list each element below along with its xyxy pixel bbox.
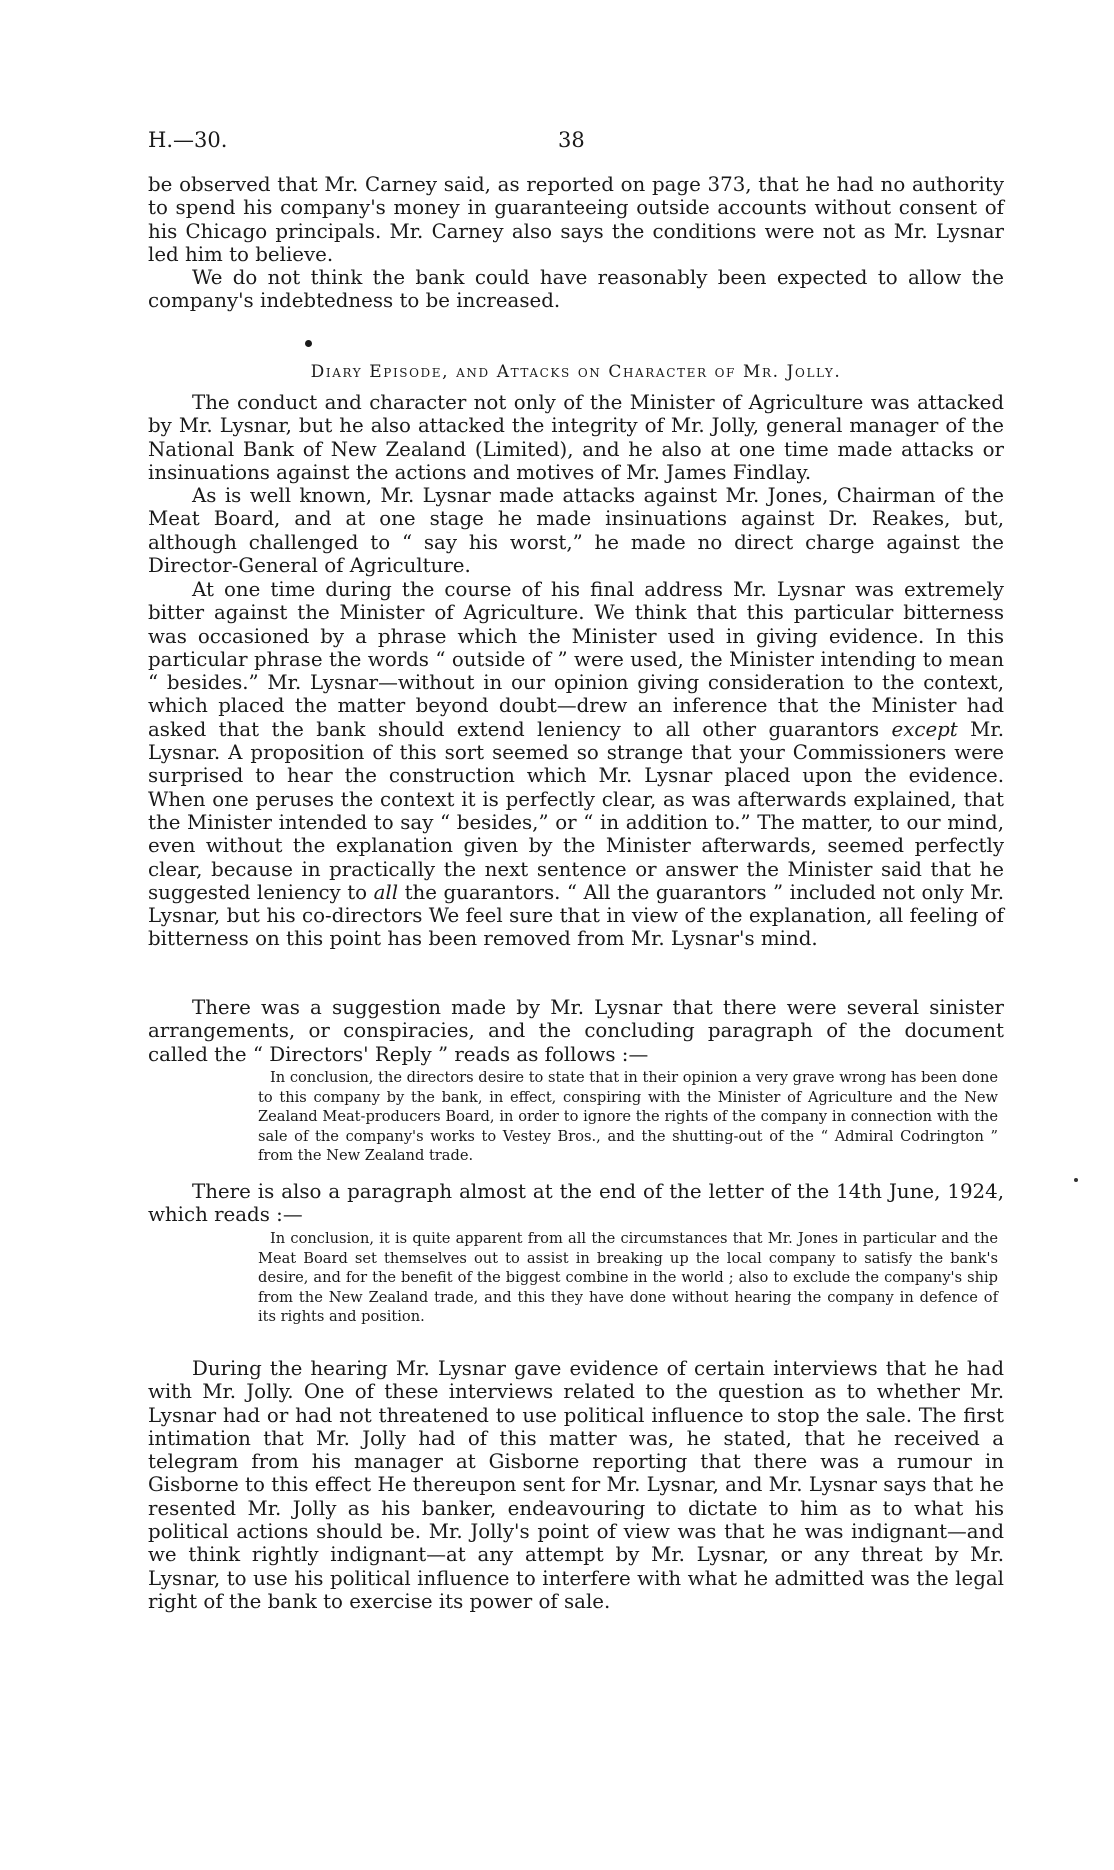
- paragraph-text-part: the guarantors. “ All the guarantors ” included not only Mr. Lysnar, but his co-directors We feel sure that in view of the explanation, all feeling of bitterness on this point has been removed from Mr. Lysnar's mind.: [148, 880, 1004, 951]
- paragraph-meat-board: As is well known, Mr. Lysnar made attacks against Mr. Jones, Chairman of the Meat Board, and at one stage he made insinuations against Dr. Reakes, but, although challenged to “ say his worst,” he made no direct charge against the Director-General of Agriculture.: [148, 484, 1004, 577]
- paragraph-june-letter: There is also a paragraph almost at the end of the letter of the 14th June, 1924, which reads :—: [148, 1180, 1004, 1227]
- paragraph-carney: be observed that Mr. Carney said, as reported on page 373, that he had no authority to spend his company's money in guaranteeing outside accounts without consent of his Chicago principals. Mr. Carney also says the conditions were not as Mr. Lysnar led him to believe.: [148, 173, 1004, 266]
- italic-all: all: [373, 880, 399, 904]
- paragraph-minister-bitterness: [148, 578, 1004, 951]
- quote-directors-reply: In conclusion, the directors desire to state that in their opinion a very grave wrong has been done to this company by the bank, in effect, conspiring with the Minister of Agriculture and the New Zealand Meat-producers Board, in order to ignore the rights of the company in connection with the sale of the company's works to Vestey Bros., and the shutting-out of the “ Admiral Codrington ” from the New Zealand trade.: [258, 1069, 998, 1165]
- margin-mark: [1074, 1178, 1078, 1182]
- paragraph-text-part: Mr. Lysnar. A proposition of this sort seemed so strange that your Commissioners were surprised to hear the construction which Mr. Lysnar placed upon the evidence. When one peruses the context it is perfectly clear, as was afterwards explained, that the Minister intended to say “ besides,” or “ in addition to.” The matter, to our mind, even without the explanation given by the Minister afterwards, seemed perfectly clear, because in practically the next sentence or answer the Minister said that he suggested leniency to: [148, 717, 1004, 904]
- paragraph-conduct-attacks: The conduct and character not only of the Minister of Agriculture was attacked by Mr. Lysnar, but he also attacked the integrity of Mr. Jolly, general manager of the National Bank of New Zealand (Limited), and he also at one time made attacks or insinuations against the actions and motives of Mr. James Findlay.: [148, 391, 1004, 484]
- paragraph-text-part: At one time during the course of his final address Mr. Lysnar was extremely bitter against the Minister of Agriculture. We think that this particular bitterness was occasioned by a phrase which the Minister used in giving evidence. In this particular phrase the words “ outside of ” were used, the Minister intending to mean “ besides.” Mr. Lysnar—without in our opinion giving consideration to the context, which placed the matter beyond doubt—drew an inference that the Minister had asked that the bank should extend leniency to all other guarantors: [148, 578, 1004, 741]
- page-number: 38: [558, 128, 585, 152]
- section-heading: Diary Episode, and Attacks on Character of Mr. Jolly.: [310, 362, 842, 382]
- paragraph-bank-indebtedness: We do not think the bank could have reasonably been expected to allow the company's indebtedness to be increased.: [148, 266, 1004, 313]
- stray-ink-dot: [305, 340, 312, 347]
- paragraph-jolly-interviews: During the hearing Mr. Lysnar gave evidence of certain interviews that he had with Mr. Jolly. One of these interviews related to the question as to whether Mr. Lysnar had or had not threatened to use political influence to stop the sale. The first intimation that Mr. Jolly had of this matter was, he stated, that he received a telegram from his manager at Gisborne reporting that there was a rumour in Gisborne to this effect He thereupon sent for Mr. Lysnar, and Mr. Lysnar says that he resented Mr. Jolly as his banker, endeavouring to dictate to him as to what his political actions should be. Mr. Jolly's point of view was that he was indignant—and we think rightly indignant—at any attempt by Mr. Lysnar, or any threat by Mr. Lysnar, to use his political influence to interfere with what he admitted was the legal right of the bank to exercise its power of sale.: [148, 1357, 1004, 1613]
- document-reference: H.—30.: [148, 128, 228, 152]
- quote-june-letter: In conclusion, it is quite apparent from all the circumstances that Mr. Jones in particular and the Meat Board set themselves out to assist in breaking up the local company to satisfy the bank's desire, and for the benefit of the biggest combine in the world ; also to exclude the company's ship from the New Zealand trade, and this they have done without hearing the company in defence of its rights and position.: [258, 1230, 998, 1326]
- paragraph-sinister-arrangements: There was a suggestion made by Mr. Lysnar that there were several sinister arrangements, or conspiracies, and the concluding paragraph of the document called the “ Directors' Reply ” reads as follows :—: [148, 996, 1004, 1066]
- italic-except: except: [891, 717, 958, 741]
